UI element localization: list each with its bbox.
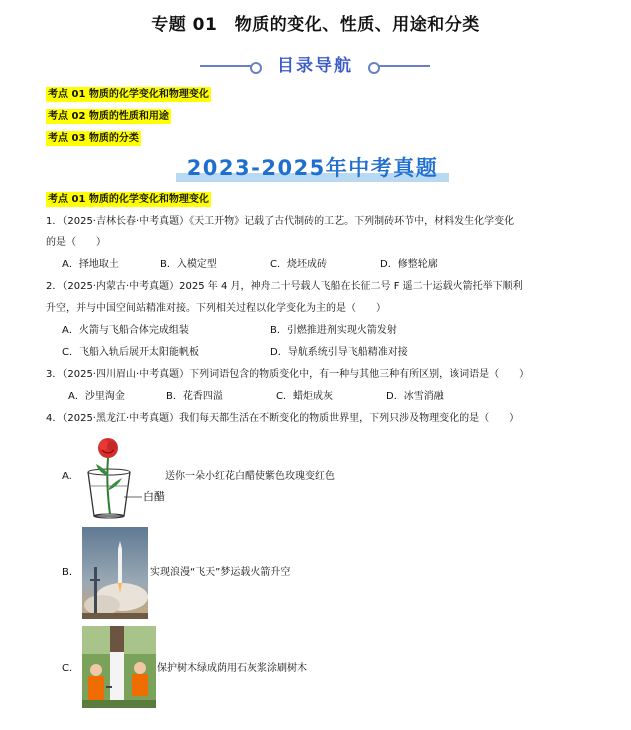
question-4-option-a-letter[interactable]: A. [62,471,72,482]
question-1-option-b[interactable]: B．入模定型 [160,259,217,270]
question-3-option-a[interactable]: A．沙里淘金 [68,391,125,402]
question-4-option-c-text[interactable]: 保护树木绿成荫用石灰浆涂刷树木 [157,663,307,674]
toc-item-2[interactable]: 考点 02 物质的性质和用途 [48,111,169,122]
question-2-option-d[interactable]: D．导航系统引导飞船精准对接 [270,347,408,358]
section-heading: 考点 01 物质的化学变化和物理变化 [48,194,209,205]
question-1-option-a[interactable]: A．择地取土 [62,259,119,270]
question-4-option-b-letter[interactable]: B. [62,567,73,578]
rose-in-vinegar-image [82,434,172,520]
toc-item-3[interactable]: 考点 03 物质的分类 [48,133,139,144]
question-3-option-b[interactable]: B．花香四溢 [166,391,223,402]
rocket-launch-image [82,527,148,619]
tree-whitewash-image [82,626,156,708]
question-2-text-cont: 升空，并与中国空间站精准对接。下列相关过程以化学变化为主的是（ ） [46,303,386,314]
toc-item-1[interactable]: 考点 01 物质的化学变化和物理变化 [48,89,209,100]
question-2-option-b[interactable]: B．引燃推进剂实现火箭发射 [270,325,397,336]
question-4-option-a-text[interactable]: 送你一朵小红花白醋使紫色玫瑰变红色 [165,471,335,482]
question-3-option-c[interactable]: C．蜡炬成灰 [276,391,333,402]
question-1-option-d[interactable]: D．修整轮廓 [380,259,438,270]
toc-heading [200,50,430,78]
question-2-option-a[interactable]: A．火箭与飞船合体完成组装 [62,325,189,336]
banner-label: 2023-2025年中考真题 [186,156,439,180]
question-1-text-cont: 的是（ ） [46,237,106,248]
question-3-text: 3．（2025·四川眉山·中考真题）下列词语包含的物质变化中，有一种与其他三种有所区别，该词语是（ ） [46,369,530,380]
question-1-option-c[interactable]: C．烧坯成砖 [270,259,327,270]
question-2-text: 2．（2025·内蒙古·中考真题）2025 年 4 月，神舟二十号载人飞船在长征二号 F 遥二十运载火箭托举下顺利 [46,281,523,292]
question-4-option-b-text[interactable]: 实现浪漫“飞天”梦运载火箭升空 [150,567,291,578]
question-2-option-c[interactable]: C．飞船入轨后展开太阳能帆板 [62,347,199,358]
question-4-option-c-letter[interactable]: C. [62,663,73,674]
vinegar-label: 白醋 [143,490,165,503]
question-1-text: 1．（2025·吉林长春·中考真题）《天工开物》记载了古代制砖的工艺。下列制砖环节中，材料发生化学变化 [46,216,515,227]
question-4-text: 4．（2025·黑龙江·中考真题）我们每天都生活在不断变化的物质世界里，下列只涉及物理变化的是（ ） [46,413,520,424]
section-banner [170,152,455,186]
page-title: 专题 01 物质的变化、性质、用途和分类 [151,15,480,35]
question-3-option-d[interactable]: D．冰雪消融 [386,391,444,402]
toc-heading-label: 目录导航 [277,56,353,76]
